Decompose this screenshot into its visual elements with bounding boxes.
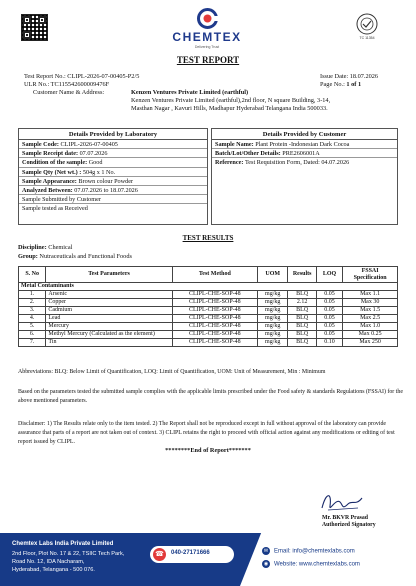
brand-tagline: Delivering Trust bbox=[194, 45, 220, 49]
detail-row: Reference: Test Requisition Form, Dated: 04.07.2026 bbox=[215, 159, 350, 167]
customer-name: Kenzen Ventures Private Limited (earthful) bbox=[131, 89, 249, 96]
cell-result: BLQ bbox=[288, 323, 316, 331]
detail-row: Analyzed Between: 07.07.2026 to 18.07.2026 bbox=[19, 186, 207, 195]
footer-website[interactable]: ◉ Website: www.chemtexlabs.com bbox=[263, 561, 360, 568]
lab-details-box bbox=[18, 128, 208, 225]
cell-result: BLQ bbox=[288, 315, 316, 323]
detail-row: Batch/Lot/Other Details: PRE2606001A bbox=[212, 149, 397, 158]
section-row bbox=[19, 283, 398, 291]
cell-uom: mg/kg bbox=[257, 315, 288, 323]
footer-email[interactable]: ✉ Email: info@chemtexlabs.com bbox=[263, 548, 355, 555]
column-header: S. No bbox=[19, 267, 46, 283]
page-number: Page No.: 1 of 1 bbox=[320, 81, 362, 88]
footer-company: Chemtex Labs India Private Limited bbox=[12, 541, 114, 547]
column-header: Results bbox=[288, 267, 316, 283]
cell-result: BLQ bbox=[288, 331, 316, 339]
cell-spec: Max 250 bbox=[343, 339, 398, 347]
table-row bbox=[19, 339, 398, 347]
cell-spec: Max 1.0 bbox=[343, 323, 398, 331]
signatory-name: Mr. BKVR Prasad bbox=[322, 515, 368, 521]
cell-spec: Max 2.5 bbox=[343, 315, 398, 323]
cell-sno: 5. bbox=[19, 323, 46, 331]
lab-details-heading: Details Provided by Laboratory bbox=[19, 129, 207, 140]
detail-row: Sample Receipt date: 07.07.2026 bbox=[19, 149, 207, 158]
cell-method: CLIPL-CHE-SOP-48 bbox=[172, 307, 257, 315]
cell-uom: mg/kg bbox=[257, 299, 288, 307]
end-of-report: ********End of Report******* bbox=[165, 447, 251, 454]
cell-sno: 1. bbox=[19, 291, 46, 299]
results-title: TEST RESULTS bbox=[182, 234, 234, 242]
table-row bbox=[19, 323, 398, 331]
cell-loq: 0.10 bbox=[316, 339, 342, 347]
table-row bbox=[19, 307, 398, 315]
ulr-number: ULR No.: TC115542600009476F bbox=[24, 81, 110, 88]
cell-sno: 2. bbox=[19, 299, 46, 307]
cell-loq: 0.05 bbox=[316, 299, 342, 307]
accreditation-badge-icon bbox=[356, 13, 378, 35]
qr-finder bbox=[23, 31, 31, 39]
issue-date: Issue Date: 18.07.2026 bbox=[320, 73, 379, 80]
report-number: Test Report No.: CLIPL-2026-07-00405-P2/5 bbox=[24, 73, 140, 80]
table-row bbox=[19, 331, 398, 339]
table-row bbox=[19, 315, 398, 323]
report-meta-right bbox=[320, 73, 378, 89]
cell-loq: 0.05 bbox=[316, 315, 342, 323]
email-icon: ✉ bbox=[263, 548, 269, 554]
report-meta bbox=[24, 73, 139, 89]
phone-icon: ☎ bbox=[153, 548, 166, 561]
abbreviations: Abbreviations: BLQ: Below Limit of Quantification, LOQ: Limit of Quantification, UOM: Unit of Measurement, Min : Minimum bbox=[18, 369, 326, 375]
cell-spec: Max 30 bbox=[343, 299, 398, 307]
cell-method: CLIPL-CHE-SOP-48 bbox=[172, 315, 257, 323]
brand-name: CHEMTEX bbox=[172, 30, 242, 44]
qr-code bbox=[21, 14, 48, 41]
discipline-info: Discipline: Chemical Group: Nutraceuticals and Functional Foods bbox=[18, 244, 132, 260]
detail-row: Sample Code: CLIPL-2026-07-00405 bbox=[19, 140, 207, 149]
section-label: Metal Contaminants bbox=[19, 283, 398, 291]
cell-method: CLIPL-CHE-SOP-48 bbox=[172, 299, 257, 307]
cell-uom: mg/kg bbox=[257, 307, 288, 315]
cell-spec: Max 1.5 bbox=[343, 307, 398, 315]
qr-finder bbox=[38, 16, 46, 24]
cell-param: Arsenic bbox=[46, 291, 172, 299]
cell-param: Lead bbox=[46, 315, 172, 323]
column-header: Test Parameters bbox=[46, 267, 172, 283]
cell-param: Copper bbox=[46, 299, 172, 307]
globe-icon: ◉ bbox=[263, 561, 269, 567]
cell-result: 2.12 bbox=[288, 299, 316, 307]
cell-method: CLIPL-CHE-SOP-48 bbox=[172, 323, 257, 331]
address-line: Masthan Nagar , Kavuri Hills, Madhapur Hyderabad Telangana India 500033. bbox=[131, 105, 328, 112]
column-header: Test Method bbox=[172, 267, 257, 283]
table-row bbox=[19, 299, 398, 307]
cell-loq: 0.05 bbox=[316, 291, 342, 299]
column-header: LOQ bbox=[316, 267, 342, 283]
cell-sno: 4. bbox=[19, 315, 46, 323]
footer-address: 2nd Floor, Plot No. 17 & 22, TSIIC Tech Park, Road No. 12, IDA Nacharam, Hyderabad, Telangana - 500 076. bbox=[12, 551, 125, 573]
detail-row: Sample tested as Received bbox=[22, 205, 88, 213]
customer-label: Customer Name & Address: bbox=[33, 89, 105, 96]
cell-method: CLIPL-CHE-SOP-48 bbox=[172, 339, 257, 347]
cell-result: BLQ bbox=[288, 291, 316, 299]
table-header bbox=[19, 267, 398, 283]
table-row bbox=[19, 291, 398, 299]
conclusion: Based on the parameters tested the submitted sample complies with the applicable limits prescribed under the Food safety & standards Regulations (FSSAI) for the above mentioned parameters. bbox=[18, 389, 403, 404]
disclaimer: Disclaimer: 1) The Results relate only to the item tested. 2) The Report shall not be reproduced except in full without approval of the laboratory can provide assurance that parts of a report are not taken out of context. 3) CLIPL retains the right to proceed with official action against any modifications or editing of test report issued by CLIPL. bbox=[18, 421, 395, 445]
detail-row: Sample Submitted by Customer bbox=[19, 195, 207, 204]
cell-spec: Max 0.25 bbox=[343, 331, 398, 339]
cell-param: Tin bbox=[46, 339, 172, 347]
detail-row: Condition of the sample: Good bbox=[19, 158, 207, 167]
cell-uom: mg/kg bbox=[257, 339, 288, 347]
footer-phone[interactable] bbox=[150, 546, 234, 563]
cell-param: Methyl Mercury (Calculated as the element) bbox=[46, 331, 172, 339]
signatory-role: Authorized Signatory bbox=[322, 522, 376, 528]
page-title: TEST REPORT bbox=[176, 55, 240, 65]
phone-number: 040-27171666 bbox=[171, 550, 210, 556]
results-table bbox=[18, 266, 398, 347]
cell-sno: 7. bbox=[19, 339, 46, 347]
qr-finder bbox=[23, 16, 31, 24]
column-header: UOM bbox=[257, 267, 288, 283]
cell-loq: 0.05 bbox=[316, 307, 342, 315]
cell-loq: 0.05 bbox=[316, 323, 342, 331]
customer-details-box bbox=[211, 128, 398, 225]
detail-row: Sample Name: Plant Protein -Indonesian Dark Cocoa bbox=[212, 140, 397, 149]
cell-result: BLQ bbox=[288, 339, 316, 347]
address-line: Kenzen Ventures Private Limited (earthful),2nd floor, N square Building, 3-14, bbox=[131, 97, 331, 104]
cell-result: BLQ bbox=[288, 307, 316, 315]
customer-address bbox=[33, 89, 331, 112]
logo-mark-icon bbox=[197, 8, 218, 29]
cell-method: CLIPL-CHE-SOP-48 bbox=[172, 291, 257, 299]
column-header: FSSAI Specification bbox=[343, 267, 398, 283]
details-boxes bbox=[18, 128, 398, 225]
cell-uom: mg/kg bbox=[257, 323, 288, 331]
cell-sno: 6. bbox=[19, 331, 46, 339]
customer-details-heading: Details Provided by Customer bbox=[212, 129, 397, 140]
footer bbox=[0, 533, 416, 586]
cell-method: CLIPL-CHE-SOP-48 bbox=[172, 331, 257, 339]
signature-image bbox=[318, 488, 368, 516]
cell-loq: 0.05 bbox=[316, 331, 342, 339]
detail-row: Sample Qty (Net wt.) : 504g x 1 No. bbox=[19, 168, 207, 177]
cell-param: Cadmium bbox=[46, 307, 172, 315]
detail-row: Sample Appearance: Brown colour Powder bbox=[19, 177, 207, 186]
chemtex-logo bbox=[157, 8, 257, 52]
cell-uom: mg/kg bbox=[257, 291, 288, 299]
accreditation-code: TC 11354 bbox=[359, 36, 375, 40]
cell-spec: Max 1.1 bbox=[343, 291, 398, 299]
cell-param: Mercury bbox=[46, 323, 172, 331]
cell-uom: mg/kg bbox=[257, 331, 288, 339]
cell-sno: 3. bbox=[19, 307, 46, 315]
